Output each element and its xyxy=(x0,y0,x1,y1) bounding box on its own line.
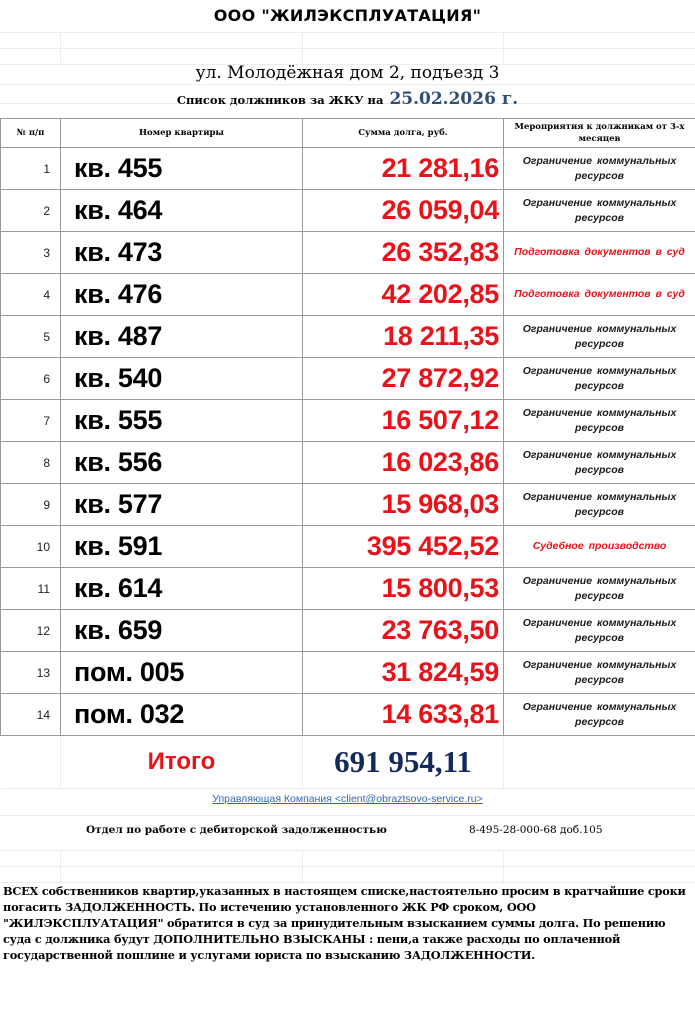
row-number: 1 xyxy=(1,148,61,190)
debt-action: Ограничение коммунальных ресурсов xyxy=(504,316,695,358)
management-company-email-link[interactable]: Управляющая Компания <client@obraztsovo-service.ru> xyxy=(212,793,483,805)
row-number: 8 xyxy=(1,442,61,484)
apartment-number: кв. 464 xyxy=(61,190,303,232)
table-row xyxy=(1,484,695,526)
apartment-number: кв. 659 xyxy=(61,610,303,652)
column-header-apartment: Номер квартиры xyxy=(61,119,303,148)
table-row xyxy=(1,568,695,610)
row-number: 14 xyxy=(1,694,61,736)
apartment-number: пом. 032 xyxy=(61,694,303,736)
debt-amount: 26 059,04 xyxy=(303,190,504,232)
row-number: 10 xyxy=(1,526,61,568)
gridline xyxy=(0,815,695,816)
debt-amount: 23 763,50 xyxy=(303,610,504,652)
debt-action: Подготовка документов в суд xyxy=(504,232,695,274)
table-header-row xyxy=(1,119,695,148)
gridline xyxy=(503,32,504,64)
debt-action: Судебное производство xyxy=(504,526,695,568)
debt-action: Ограничение коммунальных ресурсов xyxy=(504,610,695,652)
debt-action: Ограничение коммунальных ресурсов xyxy=(504,442,695,484)
total-value: 691 954,11 xyxy=(303,736,504,789)
gridline xyxy=(0,48,695,49)
debt-amount: 395 452,52 xyxy=(303,526,504,568)
gridline xyxy=(60,32,61,64)
table-row xyxy=(1,526,695,568)
debt-amount: 16 507,12 xyxy=(303,400,504,442)
table-row xyxy=(1,316,695,358)
table-row xyxy=(1,610,695,652)
total-row xyxy=(1,736,695,789)
apartment-number: кв. 455 xyxy=(61,148,303,190)
row-number: 5 xyxy=(1,316,61,358)
table-row xyxy=(1,442,695,484)
debt-action: Ограничение коммунальных ресурсов xyxy=(504,484,695,526)
subtitle-prefix: Список должников за ЖКУ на xyxy=(176,93,384,107)
debt-action: Подготовка документов в суд xyxy=(504,274,695,316)
table-row xyxy=(1,694,695,736)
column-header-amount: Сумма долга, руб. xyxy=(303,119,504,148)
apartment-number: кв. 473 xyxy=(61,232,303,274)
row-number: 11 xyxy=(1,568,61,610)
debt-amount: 15 968,03 xyxy=(303,484,504,526)
total-spacer xyxy=(1,736,61,789)
department-label: Отдел по работе с дебиторской задолженностью xyxy=(86,824,387,836)
gridline xyxy=(0,850,695,851)
debt-action: Ограничение коммунальных ресурсов xyxy=(504,148,695,190)
table-row xyxy=(1,190,695,232)
apartment-number: кв. 487 xyxy=(61,316,303,358)
table-row xyxy=(1,148,695,190)
debt-notice-text: ВСЕХ собственников квартир,указанных в настоящем списке,настоятельно просим в кратчайшие сроки погасить ЗАДОЛЖЕННОСТЬ. По истечению установленного ЖК РФ сроком, ООО "ЖИЛЭКСПЛУАТАЦИЯ" обратится в суд за принудительным взысканием суммы долга. По решению суда с должника будут ДОПОЛНИТЕЛЬНО ВЗЫСКАНЫ : пени,а также расходы по оплаченной государственной пошлине и услугами юриста по взысканию ЗАДОЛЖЕННОСТИ. xyxy=(3,884,686,962)
table-row xyxy=(1,400,695,442)
row-number: 4 xyxy=(1,274,61,316)
report-date: 25.02.2026 г. xyxy=(389,89,519,109)
debt-amount: 18 211,35 xyxy=(303,316,504,358)
row-number: 3 xyxy=(1,232,61,274)
table-row xyxy=(1,232,695,274)
table-row xyxy=(1,274,695,316)
debt-amount: 42 202,85 xyxy=(303,274,504,316)
debt-action: Ограничение коммунальных ресурсов xyxy=(504,568,695,610)
table-row xyxy=(1,652,695,694)
apartment-number: кв. 591 xyxy=(61,526,303,568)
gridline xyxy=(0,32,695,33)
debt-amount: 27 872,92 xyxy=(303,358,504,400)
debtors-table xyxy=(0,118,695,789)
row-number: 13 xyxy=(1,652,61,694)
debt-action: Ограничение коммунальных ресурсов xyxy=(504,400,695,442)
table-row xyxy=(1,358,695,400)
debt-action: Ограничение коммунальных ресурсов xyxy=(504,190,695,232)
debt-amount: 21 281,16 xyxy=(303,148,504,190)
row-number: 7 xyxy=(1,400,61,442)
gridline xyxy=(302,850,303,882)
row-number: 2 xyxy=(1,190,61,232)
gridline xyxy=(0,866,695,867)
debt-amount: 15 800,53 xyxy=(303,568,504,610)
debt-amount: 26 352,83 xyxy=(303,232,504,274)
total-label: Итого xyxy=(61,736,303,789)
apartment-number: кв. 577 xyxy=(61,484,303,526)
row-number: 12 xyxy=(1,610,61,652)
department-phone: 8-495-28-000-68 доб.105 xyxy=(469,824,603,836)
apartment-number: кв. 555 xyxy=(61,400,303,442)
total-empty xyxy=(504,736,695,789)
row-number: 6 xyxy=(1,358,61,400)
debt-action: Ограничение коммунальных ресурсов xyxy=(504,694,695,736)
column-header-actions: Мероприятия к должникам от 3-х месяцев xyxy=(504,119,695,148)
column-header-number: № п/п xyxy=(1,119,61,148)
apartment-number: кв. 614 xyxy=(61,568,303,610)
gridline xyxy=(302,32,303,64)
list-subtitle xyxy=(0,89,695,109)
gridline xyxy=(0,84,695,85)
debt-amount: 14 633,81 xyxy=(303,694,504,736)
apartment-number: пом. 005 xyxy=(61,652,303,694)
debt-action: Ограничение коммунальных ресурсов xyxy=(504,652,695,694)
debt-amount: 31 824,59 xyxy=(303,652,504,694)
address-heading: ул. Молодёжная дом 2, подъезд 3 xyxy=(195,63,500,83)
row-number: 9 xyxy=(1,484,61,526)
apartment-number: кв. 476 xyxy=(61,274,303,316)
apartment-number: кв. 540 xyxy=(61,358,303,400)
gridline xyxy=(503,850,504,882)
debt-action: Ограничение коммунальных ресурсов xyxy=(504,358,695,400)
company-title: ООО "ЖИЛЭКСПЛУАТАЦИЯ" xyxy=(213,6,482,25)
gridline xyxy=(60,850,61,882)
apartment-number: кв. 556 xyxy=(61,442,303,484)
debt-amount: 16 023,86 xyxy=(303,442,504,484)
